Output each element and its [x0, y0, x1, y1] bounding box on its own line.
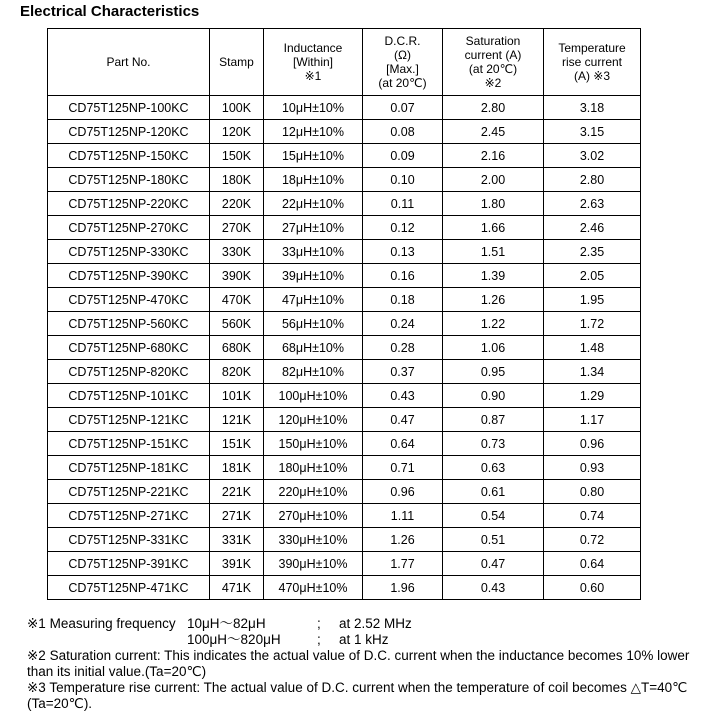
header-temperature-line: (A) ※3	[573, 69, 611, 83]
temperature-rise-current-cell: 0.74	[544, 504, 641, 528]
inductance-cell: 18μH±10%	[264, 168, 363, 192]
note1-separator-2: ;	[317, 632, 321, 647]
dcr-cell: 0.24	[363, 312, 443, 336]
note1-separator-1: ;	[317, 616, 321, 631]
stamp-cell: 330K	[210, 240, 264, 264]
header-inductance-line: ※1	[304, 69, 322, 83]
saturation-current-cell: 0.61	[443, 480, 544, 504]
dcr-cell: 1.96	[363, 576, 443, 600]
stamp-cell: 220K	[210, 192, 264, 216]
part-number-cell: CD75T125NP-270KC	[48, 216, 210, 240]
part-number-cell: CD75T125NP-820KC	[48, 360, 210, 384]
temperature-rise-current-cell: 2.35	[544, 240, 641, 264]
header-dcr-line: D.C.R.	[384, 34, 421, 48]
temperature-rise-current-cell: 1.34	[544, 360, 641, 384]
temperature-rise-current-cell: 3.15	[544, 120, 641, 144]
header-temperature-line: rise current	[561, 55, 623, 69]
header-dcr-line: [Max.]	[386, 62, 419, 76]
stamp-cell: 560K	[210, 312, 264, 336]
saturation-current-cell: 1.51	[443, 240, 544, 264]
header-temperature	[544, 29, 641, 96]
table-row	[48, 96, 641, 120]
dcr-cell: 0.09	[363, 144, 443, 168]
inductance-cell: 150μH±10%	[264, 432, 363, 456]
note1-label: ※1 Measuring frequency	[27, 616, 176, 631]
stamp-cell: 151K	[210, 432, 264, 456]
part-number-cell: CD75T125NP-181KC	[48, 456, 210, 480]
dcr-cell: 0.12	[363, 216, 443, 240]
inductance-cell: 390μH±10%	[264, 552, 363, 576]
inductance-cell: 470μH±10%	[264, 576, 363, 600]
table-row	[48, 336, 641, 360]
inductance-cell: 82μH±10%	[264, 360, 363, 384]
inductance-cell: 120μH±10%	[264, 408, 363, 432]
saturation-current-cell: 2.00	[443, 168, 544, 192]
dcr-cell: 1.11	[363, 504, 443, 528]
table-body	[48, 96, 641, 600]
part-number-cell: CD75T125NP-330KC	[48, 240, 210, 264]
header-inductance	[264, 29, 363, 96]
header-inductance-line: [Within]	[292, 55, 333, 69]
temperature-rise-current-cell: 1.95	[544, 288, 641, 312]
part-number-cell: CD75T125NP-100KC	[48, 96, 210, 120]
part-number-cell: CD75T125NP-150KC	[48, 144, 210, 168]
inductance-cell: 100μH±10%	[264, 384, 363, 408]
part-number-cell: CD75T125NP-331KC	[48, 528, 210, 552]
inductance-cell: 10μH±10%	[264, 96, 363, 120]
saturation-current-cell: 0.54	[443, 504, 544, 528]
table-row	[48, 120, 641, 144]
temperature-rise-current-cell: 0.60	[544, 576, 641, 600]
part-number-cell: CD75T125NP-120KC	[48, 120, 210, 144]
stamp-cell: 270K	[210, 216, 264, 240]
dcr-cell: 0.64	[363, 432, 443, 456]
header-dcr-line: (Ω)	[394, 48, 411, 62]
dcr-cell: 1.26	[363, 528, 443, 552]
table-row	[48, 360, 641, 384]
inductance-cell: 33μH±10%	[264, 240, 363, 264]
part-number-cell: CD75T125NP-121KC	[48, 408, 210, 432]
table-header-row	[48, 29, 641, 96]
table-row	[48, 528, 641, 552]
table-row	[48, 432, 641, 456]
table-row	[48, 480, 641, 504]
header-temperature-line: Temperature	[558, 41, 626, 55]
dcr-cell: 0.43	[363, 384, 443, 408]
stamp-cell: 180K	[210, 168, 264, 192]
table-row	[48, 192, 641, 216]
inductance-cell: 68μH±10%	[264, 336, 363, 360]
dcr-cell: 0.37	[363, 360, 443, 384]
footnotes	[27, 616, 712, 712]
inductance-cell: 39μH±10%	[264, 264, 363, 288]
stamp-cell: 471K	[210, 576, 264, 600]
header-saturation	[443, 29, 544, 96]
part-number-cell: CD75T125NP-271KC	[48, 504, 210, 528]
table-row	[48, 312, 641, 336]
stamp-cell: 120K	[210, 120, 264, 144]
dcr-cell: 0.71	[363, 456, 443, 480]
inductance-cell: 180μH±10%	[264, 456, 363, 480]
note1-frequency-2: at 1 kHz	[339, 632, 389, 647]
inductance-cell: 27μH±10%	[264, 216, 363, 240]
dcr-cell: 0.07	[363, 96, 443, 120]
inductance-cell: 22μH±10%	[264, 192, 363, 216]
header-saturation-line: ※2	[484, 76, 502, 90]
stamp-cell: 390K	[210, 264, 264, 288]
saturation-current-cell: 0.87	[443, 408, 544, 432]
part-number-cell: CD75T125NP-560KC	[48, 312, 210, 336]
temperature-rise-current-cell: 1.29	[544, 384, 641, 408]
header-saturation-line: current (A)	[464, 48, 522, 62]
temperature-rise-current-cell: 2.46	[544, 216, 641, 240]
saturation-current-cell: 0.47	[443, 552, 544, 576]
stamp-cell: 271K	[210, 504, 264, 528]
stamp-cell: 221K	[210, 480, 264, 504]
header-dcr-line: (at 20℃)	[378, 76, 427, 90]
inductance-cell: 330μH±10%	[264, 528, 363, 552]
temperature-rise-current-cell: 0.64	[544, 552, 641, 576]
stamp-cell: 101K	[210, 384, 264, 408]
saturation-current-cell: 0.63	[443, 456, 544, 480]
note1-spacer	[27, 632, 187, 648]
temperature-rise-current-cell: 1.72	[544, 312, 641, 336]
table-row	[48, 144, 641, 168]
part-number-cell: CD75T125NP-471KC	[48, 576, 210, 600]
note1-range-1: 10μH～82μH	[187, 616, 266, 631]
dcr-cell: 1.77	[363, 552, 443, 576]
temperature-rise-current-cell: 2.05	[544, 264, 641, 288]
saturation-current-cell: 1.06	[443, 336, 544, 360]
saturation-current-cell: 1.22	[443, 312, 544, 336]
header-part-no: Part No.	[48, 29, 210, 96]
inductance-cell: 15μH±10%	[264, 144, 363, 168]
temperature-rise-current-cell: 1.48	[544, 336, 641, 360]
inductance-cell: 220μH±10%	[264, 480, 363, 504]
header-saturation-line: Saturation	[465, 34, 521, 48]
stamp-cell: 680K	[210, 336, 264, 360]
electrical-characteristics-table	[47, 28, 641, 600]
dcr-cell: 0.47	[363, 408, 443, 432]
saturation-current-cell: 0.95	[443, 360, 544, 384]
stamp-cell: 820K	[210, 360, 264, 384]
stamp-cell: 121K	[210, 408, 264, 432]
part-number-cell: CD75T125NP-391KC	[48, 552, 210, 576]
temperature-rise-current-cell: 3.18	[544, 96, 641, 120]
note-temperature-rise-current: ※3 Temperature rise current: The actual value of D.C. current when the temperature of coil becomes △T=40℃ (Ta=20℃).	[27, 680, 688, 711]
table-row	[48, 264, 641, 288]
stamp-cell: 100K	[210, 96, 264, 120]
part-number-cell: CD75T125NP-180KC	[48, 168, 210, 192]
table-row	[48, 240, 641, 264]
table-row	[48, 552, 641, 576]
table-row	[48, 216, 641, 240]
dcr-cell: 0.10	[363, 168, 443, 192]
saturation-current-cell: 1.26	[443, 288, 544, 312]
part-number-cell: CD75T125NP-390KC	[48, 264, 210, 288]
part-number-cell: CD75T125NP-470KC	[48, 288, 210, 312]
table-row	[48, 408, 641, 432]
page-title: Electrical Characteristics	[20, 3, 200, 20]
part-number-cell: CD75T125NP-151KC	[48, 432, 210, 456]
note-saturation-current: ※2 Saturation current: This indicates the actual value of D.C. current when the inductance becomes 10% lower than its initial value.(Ta=20℃)	[27, 648, 690, 679]
temperature-rise-current-cell: 2.80	[544, 168, 641, 192]
header-inductance-line: Inductance	[283, 41, 343, 55]
temperature-rise-current-cell: 1.17	[544, 408, 641, 432]
table-row	[48, 384, 641, 408]
table-row	[48, 576, 641, 600]
saturation-current-cell: 1.39	[443, 264, 544, 288]
table-row	[48, 168, 641, 192]
inductance-cell: 56μH±10%	[264, 312, 363, 336]
stamp-cell: 181K	[210, 456, 264, 480]
saturation-current-cell: 1.66	[443, 216, 544, 240]
saturation-current-cell: 0.73	[443, 432, 544, 456]
table-row	[48, 288, 641, 312]
part-number-cell: CD75T125NP-101KC	[48, 384, 210, 408]
header-saturation-line: (at 20℃)	[468, 62, 518, 76]
note1-frequency-1: at 2.52 MHz	[339, 616, 412, 631]
table-row	[48, 504, 641, 528]
stamp-cell: 391K	[210, 552, 264, 576]
saturation-current-cell: 1.80	[443, 192, 544, 216]
header-stamp: Stamp	[210, 29, 264, 96]
dcr-cell: 0.96	[363, 480, 443, 504]
saturation-current-cell: 0.43	[443, 576, 544, 600]
part-number-cell: CD75T125NP-221KC	[48, 480, 210, 504]
stamp-cell: 470K	[210, 288, 264, 312]
temperature-rise-current-cell: 0.72	[544, 528, 641, 552]
stamp-cell: 150K	[210, 144, 264, 168]
inductance-cell: 270μH±10%	[264, 504, 363, 528]
saturation-current-cell: 2.16	[443, 144, 544, 168]
saturation-current-cell: 0.90	[443, 384, 544, 408]
saturation-current-cell: 2.45	[443, 120, 544, 144]
dcr-cell: 0.16	[363, 264, 443, 288]
header-dcr	[363, 29, 443, 96]
inductance-cell: 47μH±10%	[264, 288, 363, 312]
temperature-rise-current-cell: 0.80	[544, 480, 641, 504]
stamp-cell: 331K	[210, 528, 264, 552]
dcr-cell: 0.28	[363, 336, 443, 360]
dcr-cell: 0.08	[363, 120, 443, 144]
inductance-cell: 12μH±10%	[264, 120, 363, 144]
temperature-rise-current-cell: 0.96	[544, 432, 641, 456]
saturation-current-cell: 0.51	[443, 528, 544, 552]
saturation-current-cell: 2.80	[443, 96, 544, 120]
note-measuring-frequency	[27, 616, 712, 648]
temperature-rise-current-cell: 2.63	[544, 192, 641, 216]
temperature-rise-current-cell: 0.93	[544, 456, 641, 480]
dcr-cell: 0.13	[363, 240, 443, 264]
part-number-cell: CD75T125NP-220KC	[48, 192, 210, 216]
dcr-cell: 0.11	[363, 192, 443, 216]
dcr-cell: 0.18	[363, 288, 443, 312]
note1-range-2: 100μH～820μH	[187, 632, 281, 647]
temperature-rise-current-cell: 3.02	[544, 144, 641, 168]
table-row	[48, 456, 641, 480]
part-number-cell: CD75T125NP-680KC	[48, 336, 210, 360]
